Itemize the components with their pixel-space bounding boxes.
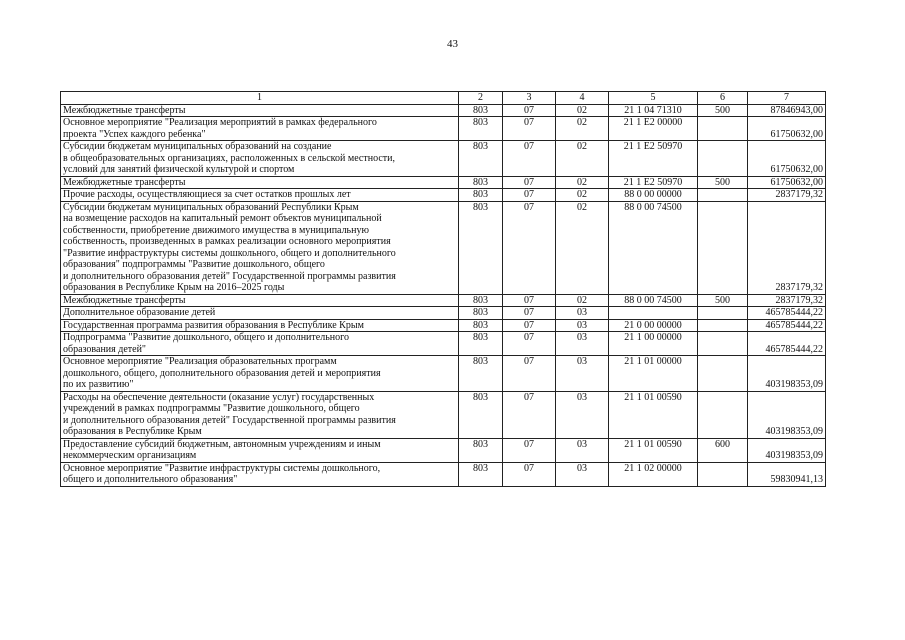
header-col-2: 2 — [459, 92, 503, 105]
row-subsection-code — [556, 307, 609, 320]
row-subsection-code — [556, 438, 609, 462]
row-ministry-code — [459, 319, 503, 332]
row-subsection-code-text: 03 — [577, 462, 587, 474]
row-section-code — [503, 319, 556, 332]
row-expense-type-code-text: 500 — [715, 294, 730, 306]
row-expense-type-code — [698, 117, 748, 141]
row-expense-type-code — [698, 104, 748, 117]
row-subsection-code-text: 03 — [577, 319, 587, 331]
header-row — [61, 92, 826, 105]
header-col-7: 7 — [748, 92, 826, 105]
row-target-article-code — [609, 391, 698, 438]
row-amount-text: 2837179,32 — [775, 294, 823, 306]
budget-table — [60, 91, 826, 487]
table-row — [61, 307, 826, 320]
table-row — [61, 294, 826, 307]
row-target-article-code — [609, 438, 698, 462]
row-ministry-code-text: 803 — [473, 307, 488, 318]
row-subsection-code — [556, 332, 609, 356]
row-amount — [748, 307, 826, 320]
row-description-text: Межбюджетные трансферты — [63, 294, 186, 306]
row-ministry-code-text: 803 — [473, 104, 488, 116]
table-row — [61, 356, 826, 392]
row-subsection-code — [556, 294, 609, 307]
row-description — [61, 319, 459, 332]
row-description-text: Субсидии бюджетам муниципальных образований на создание в общеобразовательных организациях, расположенных в сельской местности, условий для занятий физической культурой и спортом — [63, 141, 395, 175]
row-subsection-code — [556, 319, 609, 332]
row-section-code-text: 07 — [524, 141, 534, 152]
row-target-article-code — [609, 189, 698, 202]
row-subsection-code — [556, 189, 609, 202]
row-amount — [748, 201, 826, 294]
row-subsection-code — [556, 356, 609, 392]
row-description — [61, 117, 459, 141]
row-ministry-code — [459, 462, 503, 486]
row-subsection-code-text: 02 — [577, 201, 587, 213]
row-subsection-code-text: 02 — [577, 117, 587, 128]
row-description — [61, 141, 459, 177]
row-ministry-code-text: 803 — [473, 332, 488, 343]
row-amount — [748, 438, 826, 462]
row-description-text: Основное мероприятие "Реализация образовательных программ дошкольного, общего, дополнительного образования детей и мероприятия по их развитию" — [63, 356, 381, 390]
row-description-text: Межбюджетные трансферты — [63, 176, 186, 188]
row-subsection-code-text: 03 — [577, 356, 587, 367]
row-description-text: Основное мероприятие "Реализация мероприятий в рамках федерального проекта "Успех каждого ребенка" — [63, 117, 377, 140]
row-description-text: Прочие расходы, осуществляющиеся за счет остатков прошлых лет — [63, 189, 351, 200]
row-amount-text: 2837179,32 — [775, 189, 823, 200]
row-section-code — [503, 189, 556, 202]
row-amount-text: 465785444,22 — [765, 319, 823, 331]
row-ministry-code — [459, 391, 503, 438]
row-description — [61, 356, 459, 392]
row-description-text: Предоставление субсидий бюджетным, автономным учреждениям и иным некоммерческим организациям — [63, 438, 381, 461]
row-expense-type-code-text: 500 — [715, 104, 730, 116]
row-target-article-code-text: 21 1 Е2 50970 — [623, 141, 683, 152]
row-expense-type-code — [698, 141, 748, 177]
row-description — [61, 391, 459, 438]
row-target-article-code-text: 88 0 00 74500 — [624, 294, 682, 306]
row-section-code-text: 07 — [524, 438, 534, 450]
header-col-4: 4 — [556, 92, 609, 105]
row-subsection-code — [556, 117, 609, 141]
row-section-code-text: 07 — [524, 189, 534, 200]
row-target-article-code-text: 21 1 01 00590 — [624, 391, 682, 403]
table-row — [61, 117, 826, 141]
row-target-article-code-text: 21 1 Е2 50970 — [623, 176, 683, 188]
table-header — [61, 92, 826, 105]
row-amount-text: 61750632,00 — [770, 164, 823, 175]
row-description — [61, 104, 459, 117]
header-col-1: 1 — [61, 92, 459, 105]
row-section-code — [503, 141, 556, 177]
row-subsection-code — [556, 141, 609, 177]
row-description — [61, 201, 459, 294]
row-subsection-code-text: 03 — [577, 391, 587, 403]
row-target-article-code-text: 21 1 04 71310 — [624, 104, 682, 116]
row-section-code-text: 07 — [524, 319, 534, 331]
header-col-6: 6 — [698, 92, 748, 105]
row-target-article-code — [609, 294, 698, 307]
row-description — [61, 294, 459, 307]
row-amount — [748, 104, 826, 117]
row-subsection-code-text: 02 — [577, 176, 587, 188]
row-section-code — [503, 356, 556, 392]
row-ministry-code — [459, 176, 503, 189]
row-amount-text: 61750632,00 — [770, 128, 823, 140]
row-section-code — [503, 201, 556, 294]
row-target-article-code-text: 21 1 02 00000 — [624, 462, 682, 474]
row-subsection-code-text: 02 — [577, 141, 587, 152]
row-target-article-code — [609, 117, 698, 141]
table-row — [61, 141, 826, 177]
table-body — [61, 104, 826, 486]
header-col-5: 5 — [609, 92, 698, 105]
row-expense-type-code-text: 600 — [715, 438, 730, 450]
row-description-text: Подпрограмма "Развитие дошкольного, общего и дополнительного образования детей" — [63, 332, 349, 355]
row-amount — [748, 189, 826, 202]
table-row — [61, 176, 826, 189]
row-ministry-code-text: 803 — [473, 462, 488, 474]
row-expense-type-code — [698, 307, 748, 320]
row-section-code — [503, 462, 556, 486]
row-section-code — [503, 176, 556, 189]
row-amount-text: 403198353,09 — [765, 426, 823, 437]
row-amount — [748, 117, 826, 141]
row-expense-type-code — [698, 391, 748, 438]
row-subsection-code-text: 03 — [577, 307, 587, 318]
row-expense-type-code — [698, 356, 748, 392]
row-ministry-code — [459, 307, 503, 320]
row-ministry-code-text: 803 — [473, 189, 488, 200]
table-row — [61, 438, 826, 462]
row-target-article-code-text: 88 0 00 74500 — [624, 201, 682, 213]
row-target-article-code — [609, 307, 698, 320]
row-description-text: Дополнительное образование детей — [63, 307, 216, 318]
row-ministry-code-text: 803 — [473, 319, 488, 331]
row-ministry-code — [459, 189, 503, 202]
row-expense-type-code — [698, 462, 748, 486]
row-target-article-code — [609, 141, 698, 177]
row-ministry-code-text: 803 — [473, 438, 488, 450]
row-target-article-code — [609, 462, 698, 486]
row-target-article-code-text: 21 1 Е2 00000 — [623, 117, 683, 128]
row-description — [61, 307, 459, 320]
row-expense-type-code — [698, 438, 748, 462]
row-section-code-text: 07 — [524, 294, 534, 306]
row-section-code-text: 07 — [524, 176, 534, 188]
row-section-code — [503, 391, 556, 438]
table-row — [61, 462, 826, 486]
row-amount-text: 2837179,32 — [775, 282, 823, 293]
row-ministry-code — [459, 356, 503, 392]
row-amount — [748, 462, 826, 486]
row-amount — [748, 319, 826, 332]
row-target-article-code — [609, 201, 698, 294]
row-amount-text: 465785444,22 — [765, 343, 823, 355]
row-target-article-code-text: 21 1 00 00000 — [624, 332, 682, 343]
row-target-article-code — [609, 104, 698, 117]
row-target-article-code — [609, 356, 698, 392]
row-expense-type-code — [698, 319, 748, 332]
row-amount — [748, 176, 826, 189]
row-target-article-code-text: 21 1 01 00590 — [624, 438, 682, 450]
row-section-code — [503, 307, 556, 320]
row-ministry-code-text: 803 — [473, 201, 488, 213]
row-description — [61, 176, 459, 189]
row-section-code — [503, 294, 556, 307]
row-subsection-code-text: 03 — [577, 332, 587, 343]
row-target-article-code — [609, 319, 698, 332]
row-subsection-code-text: 02 — [577, 294, 587, 306]
row-expense-type-code — [698, 332, 748, 356]
row-expense-type-code-text: 500 — [715, 176, 730, 188]
row-target-article-code — [609, 176, 698, 189]
table-row — [61, 332, 826, 356]
row-expense-type-code — [698, 294, 748, 307]
table-row — [61, 201, 826, 294]
table-row — [61, 104, 826, 117]
row-subsection-code — [556, 462, 609, 486]
row-description-text: Межбюджетные трансферты — [63, 104, 186, 116]
row-section-code — [503, 104, 556, 117]
row-ministry-code-text: 803 — [473, 176, 488, 188]
row-section-code-text: 07 — [524, 104, 534, 116]
row-ministry-code-text: 803 — [473, 141, 488, 152]
row-expense-type-code — [698, 189, 748, 202]
row-subsection-code — [556, 391, 609, 438]
row-description-text: Субсидии бюджетам муниципальных образований Республики Крым на возмещение расходов на капитальный ремонт объектов муниципальной собственности, приобретение движимого имущества в муниципальную собственность, произведенных в рамках реализации основного мероприятия "Развитие инфраструктуры системы дошкольного, общего и дополнительного образования" подпрограммы "Развитие дошкольного, общего и дополнительного образования детей" Государственной программы развития образования в Республике Крым на 2016–2025 годы — [63, 201, 396, 293]
row-ministry-code — [459, 201, 503, 294]
row-ministry-code-text: 803 — [473, 294, 488, 306]
row-description — [61, 462, 459, 486]
row-ministry-code-text: 803 — [473, 391, 488, 403]
row-section-code-text: 07 — [524, 201, 534, 213]
row-target-article-code-text: 21 0 00 00000 — [624, 319, 682, 331]
row-amount — [748, 141, 826, 177]
row-section-code-text: 07 — [524, 332, 534, 343]
row-section-code-text: 07 — [524, 391, 534, 403]
row-subsection-code-text: 03 — [577, 438, 587, 450]
row-ministry-code-text: 803 — [473, 356, 488, 367]
row-amount-text: 87846943,00 — [770, 104, 823, 116]
row-ministry-code-text: 803 — [473, 117, 488, 128]
row-ministry-code — [459, 332, 503, 356]
table-row — [61, 319, 826, 332]
row-section-code — [503, 438, 556, 462]
row-amount — [748, 294, 826, 307]
row-description — [61, 189, 459, 202]
row-amount-text: 403198353,09 — [765, 379, 823, 390]
header-col-3: 3 — [503, 92, 556, 105]
row-subsection-code-text: 02 — [577, 189, 587, 200]
row-description — [61, 332, 459, 356]
table-row — [61, 391, 826, 438]
row-section-code-text: 07 — [524, 307, 534, 318]
row-description-text: Расходы на обеспечение деятельности (оказание услуг) государственных учреждений в рамках подпрограммы "Развитие дошкольного, общего и дополнительного образования детей" Государственной программы развития образования в Республике Крым — [63, 391, 396, 437]
row-ministry-code — [459, 141, 503, 177]
row-subsection-code — [556, 104, 609, 117]
row-amount — [748, 356, 826, 392]
row-amount-text: 465785444,22 — [765, 307, 823, 318]
row-subsection-code-text: 02 — [577, 104, 587, 116]
row-amount-text: 403198353,09 — [765, 450, 823, 461]
row-section-code-text: 07 — [524, 462, 534, 474]
row-target-article-code-text: 88 0 00 00000 — [624, 189, 682, 200]
row-section-code-text: 07 — [524, 117, 534, 128]
row-section-code-text: 07 — [524, 356, 534, 367]
row-section-code — [503, 117, 556, 141]
row-amount — [748, 332, 826, 356]
row-description — [61, 438, 459, 462]
page-number: 43 — [447, 38, 458, 50]
table-row — [61, 189, 826, 202]
row-section-code — [503, 332, 556, 356]
row-ministry-code — [459, 104, 503, 117]
row-target-article-code — [609, 332, 698, 356]
row-target-article-code-text: 21 1 01 00000 — [624, 356, 682, 367]
row-ministry-code — [459, 117, 503, 141]
row-expense-type-code — [698, 176, 748, 189]
row-description-text: Основное мероприятие "Развитие инфраструктуры системы дошкольного, общего и дополнительного образования" — [63, 462, 381, 485]
row-subsection-code — [556, 176, 609, 189]
row-amount-text: 59830941,13 — [770, 474, 823, 485]
row-amount-text: 61750632,00 — [770, 176, 823, 188]
row-ministry-code — [459, 294, 503, 307]
row-subsection-code — [556, 201, 609, 294]
row-ministry-code — [459, 438, 503, 462]
row-expense-type-code — [698, 201, 748, 294]
row-amount — [748, 391, 826, 438]
row-description-text: Государственная программа развития образования в Республике Крым — [63, 319, 364, 331]
